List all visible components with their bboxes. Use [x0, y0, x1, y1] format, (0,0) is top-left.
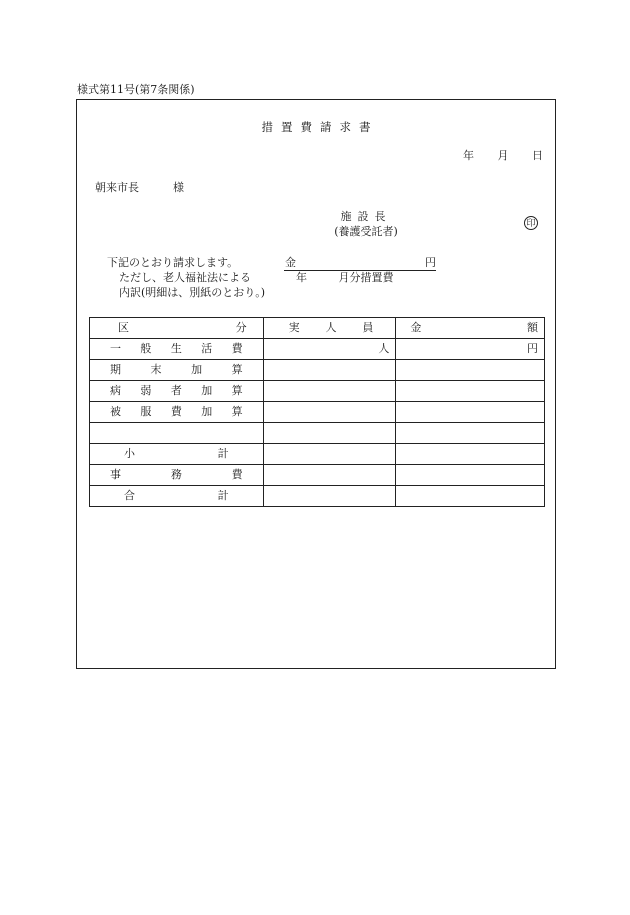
spread-char: 末	[150, 363, 162, 376]
row-category-cell	[90, 465, 264, 486]
breakdown-note: 内訳(明細は、別紙のとおり。)	[119, 286, 266, 299]
row-persons-cell[interactable]	[263, 486, 396, 507]
spread-char: 期	[110, 363, 121, 376]
spread-char: 分	[235, 321, 247, 334]
header-amount	[396, 318, 545, 339]
persons-unit: 人	[378, 342, 390, 355]
table-row	[90, 486, 545, 507]
spread-char: 員	[362, 321, 374, 334]
spread-char: 病	[110, 384, 121, 397]
table-row	[90, 339, 545, 360]
spread-char: 費	[170, 405, 182, 418]
row-amount-cell[interactable]	[396, 465, 545, 486]
row-persons-cell[interactable]	[263, 402, 396, 423]
row-category-label	[124, 486, 229, 505]
table-row	[90, 381, 545, 402]
spread-char: 活	[201, 342, 213, 355]
form-title: 措置費請求書	[261, 120, 379, 134]
table-row	[90, 465, 545, 486]
spread-char: 合	[124, 489, 135, 502]
table-row	[90, 423, 545, 444]
spread-char: 加	[201, 405, 213, 418]
row-category-cell	[90, 402, 264, 423]
row-amount-cell[interactable]	[396, 444, 545, 465]
spread-char: 小	[124, 447, 135, 460]
table-row	[90, 444, 545, 465]
row-amount-cell[interactable]	[396, 423, 545, 444]
spread-char: 費	[231, 342, 243, 355]
spread-char: 一	[110, 342, 121, 355]
row-amount-cell[interactable]	[396, 402, 545, 423]
row-persons-cell[interactable]	[263, 444, 396, 465]
spread-char: 算	[231, 405, 243, 418]
header-persons-text	[289, 318, 374, 337]
header-category	[90, 318, 264, 339]
spread-char: 生	[170, 342, 182, 355]
spread-char: 金	[410, 321, 422, 334]
spread-char: 額	[527, 321, 538, 334]
header-amount-text	[410, 318, 538, 337]
amount-suffix: 円	[425, 256, 436, 269]
header-persons	[263, 318, 396, 339]
table-row	[90, 402, 545, 423]
form-frame	[76, 99, 556, 669]
row-amount-cell[interactable]	[396, 360, 545, 381]
spread-char: 弱	[140, 384, 152, 397]
spread-char: 計	[217, 489, 229, 502]
row-amount-cell[interactable]	[396, 339, 545, 360]
spread-char: 般	[140, 342, 152, 355]
spread-char: 加	[191, 363, 203, 376]
spread-char: 服	[140, 405, 152, 418]
table-body	[90, 339, 545, 507]
spread-char: 算	[231, 363, 243, 376]
row-amount-cell[interactable]	[396, 381, 545, 402]
month-part-text: 年 月分措置費	[296, 271, 394, 284]
row-category-cell	[90, 339, 264, 360]
spread-char: 人	[325, 321, 337, 334]
addressee-name: 朝来市長	[95, 181, 139, 194]
row-category-label	[110, 465, 243, 484]
row-amount-cell[interactable]	[396, 486, 545, 507]
consignee-label: (養護受託者)	[334, 225, 398, 238]
spread-char: 計	[217, 447, 229, 460]
row-category-cell	[90, 360, 264, 381]
seal-mark: 印	[524, 216, 538, 230]
row-category-label	[124, 444, 229, 463]
date-line: 年 月 日	[463, 149, 543, 162]
row-category-cell	[90, 381, 264, 402]
form-number-label: 様式第11号(第7条関係)	[77, 83, 195, 96]
addressee	[95, 181, 184, 194]
row-persons-cell[interactable]	[263, 339, 396, 360]
amount-prefix: 金	[285, 256, 296, 269]
row-persons-cell[interactable]	[263, 423, 396, 444]
amount-unit: 円	[527, 342, 538, 355]
row-persons-cell[interactable]	[263, 465, 396, 486]
cost-table	[89, 317, 545, 507]
row-category-cell	[90, 423, 264, 444]
honorific: 様	[173, 181, 184, 194]
row-category-cell	[90, 486, 264, 507]
facility-head-label: 施設長	[340, 210, 392, 223]
proviso-text: ただし、老人福祉法による	[119, 271, 251, 284]
header-category-text	[118, 318, 247, 337]
row-category-label	[110, 381, 243, 400]
amount-field[interactable]	[284, 256, 436, 271]
row-persons-cell[interactable]	[263, 360, 396, 381]
spread-char: 事	[110, 468, 121, 481]
row-category-cell	[90, 444, 264, 465]
spread-char: 務	[170, 468, 182, 481]
spread-char: 被	[110, 405, 121, 418]
spread-char: 費	[231, 468, 243, 481]
table-row	[90, 360, 545, 381]
row-category-label	[110, 339, 243, 358]
row-category-label	[110, 402, 243, 421]
row-persons-cell[interactable]	[263, 381, 396, 402]
claim-statement: 下記のとおり請求します。	[107, 256, 239, 269]
row-category-label	[110, 360, 243, 379]
spread-char: 実	[288, 321, 300, 334]
spread-char: 算	[231, 384, 243, 397]
spread-char: 区	[118, 321, 129, 334]
table-header-row	[90, 318, 545, 339]
spread-char: 加	[201, 384, 213, 397]
spread-char: 者	[170, 384, 182, 397]
